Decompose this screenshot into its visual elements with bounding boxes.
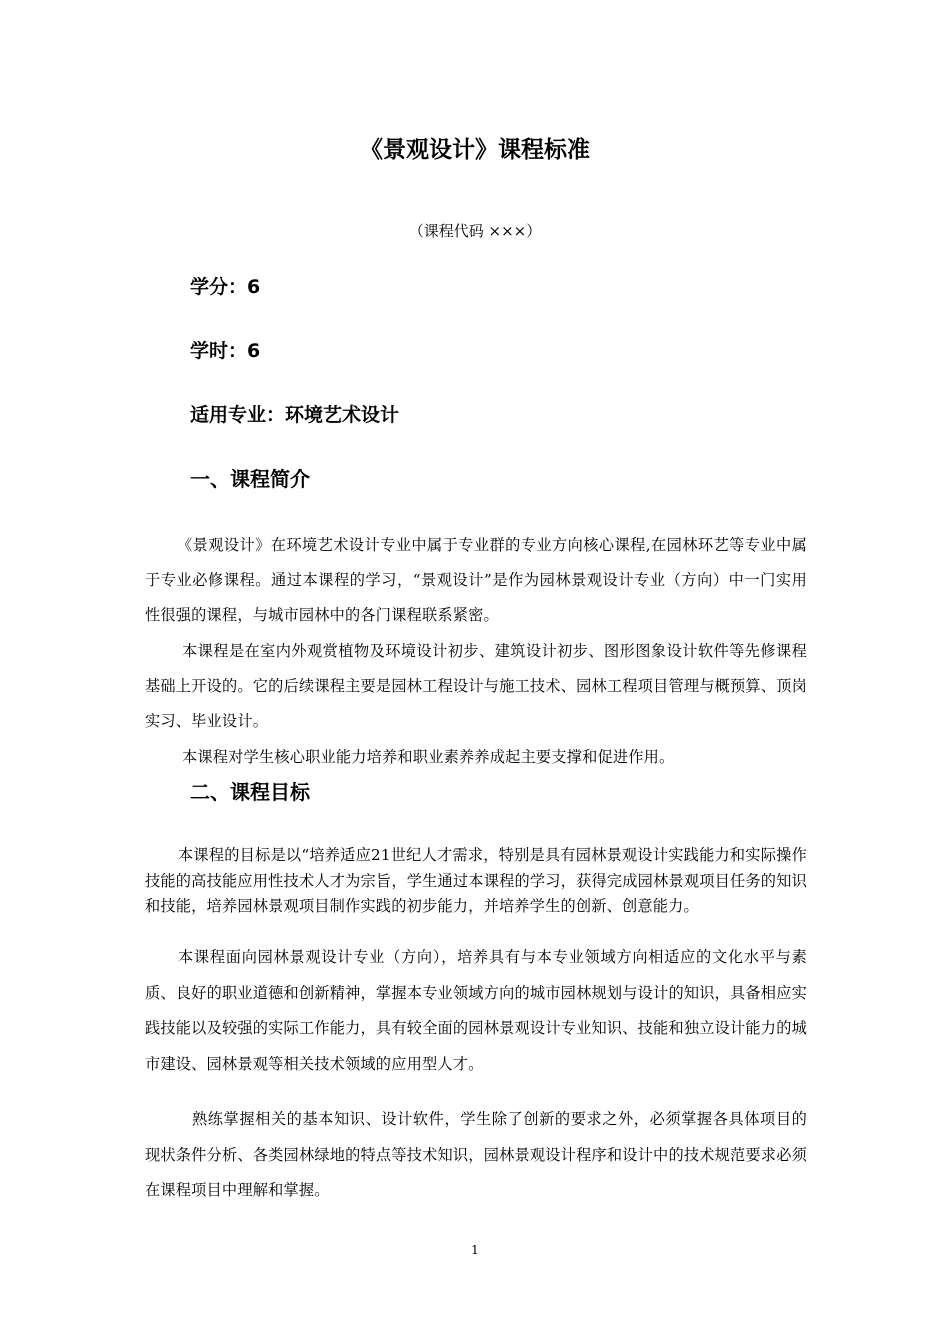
intro-paragraph-1: 《景观设计》在环境艺术设计专业中属于专业群的专业方向核心课程,在园林环艺等专业中属于专业必修课程。通过本课程的学习，“景观设计”是作为园林景观设计专业（方向）中一门实用性很强的课程，与城市园林中的各门课程联系紧密。: [145, 536, 807, 624]
intro-paragraph-2: 本课程是在室内外观赏植物及环境设计初步、建筑设计初步、图形图象设计软件等先修课程基础上开设的。它的后续课程主要是园林工程设计与施工技术、园林工程项目管理与概预算、顶岗实习、毕业设计。: [145, 642, 807, 730]
intro-paragraph-3: 本课程对学生核心职业能力培养和职业素养养成起主要支撑和促进作用。: [182, 748, 675, 766]
section-heading-intro: 一、课程简介: [190, 467, 310, 491]
goals-paragraph-1: 本课程的目标是以“培养适应21世纪人才需求，特别是具有园林景观设计实践能力和实际操作技能的高技能应用性技术人才为宗旨，学生通过本课程的学习，获得完成园林景观项目任务的知识和技能，培养园林景观项目制作实践的初步能力，并培养学生的创新、创意能力。: [145, 846, 807, 915]
goals-paragraph-2: 本课程面向园林景观设计专业（方向），培养具有与本专业领域方向相适应的文化水平与素质、良好的职业道德和创新精神，掌握本专业领域方向的城市园林规划与设计的知识，具备相应实践技能以及较强的实际工作能力，具有较全面的园林景观设计专业知识、技能和独立设计能力的城市建设、园林景观等相关技术领域的应用型人才。: [145, 948, 807, 1073]
goals-paragraph-3: 熟练掌握相关的基本知识、设计软件，学生除了创新的要求之外，必须掌握各具体项目的现状条件分析、各类园林绿地的特点等技术知识，园林景观设计程序和设计中的技术规范要求必须在课程项目中理解和掌握。: [145, 1110, 807, 1199]
applicable-major: 适用专业：环境艺术设计: [190, 404, 400, 426]
course-code: （课程代码 ×××）: [408, 222, 542, 240]
page-number: 1: [471, 1243, 479, 1257]
section-heading-goals: 二、课程目标: [190, 780, 310, 804]
hours: 学时：6: [190, 340, 261, 362]
credits: 学分：6: [190, 276, 261, 298]
document-title: 《景观设计》课程标准: [360, 137, 590, 163]
